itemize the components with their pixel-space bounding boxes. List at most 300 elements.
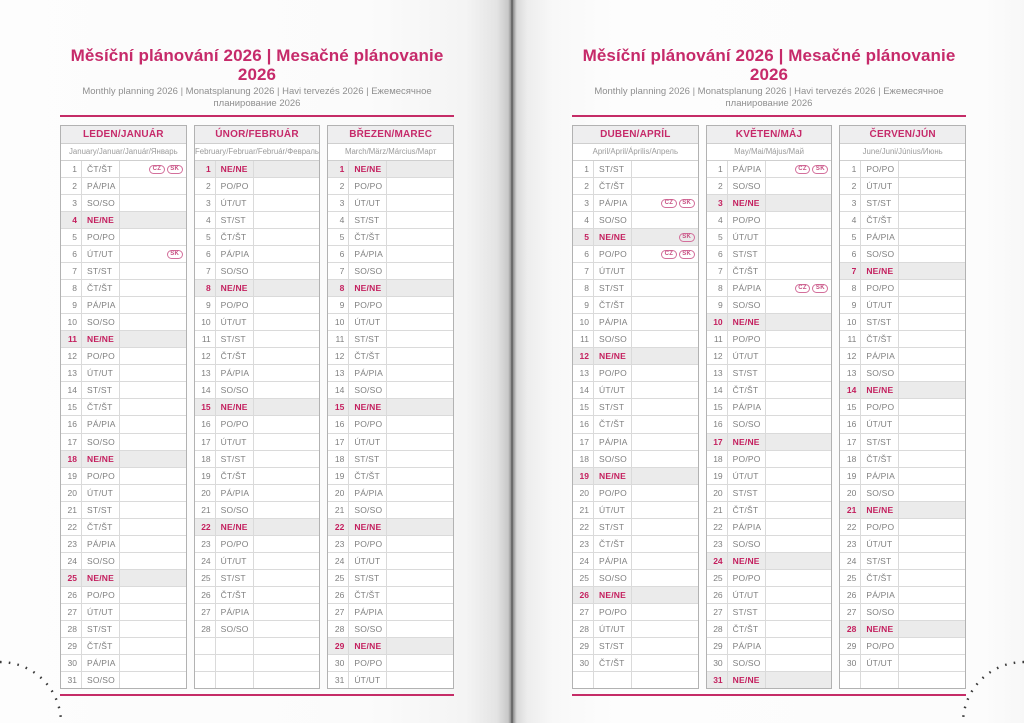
footer-rule [572,694,966,696]
day-row [840,536,965,553]
day-number: 4 [707,212,728,228]
month-table [194,125,321,689]
month-header: ČERVEN/JÚN [840,126,965,144]
month-subheader: May/Mai/Május/Май [707,144,832,161]
day-abbreviation: ČT/ŠT [728,502,766,518]
day-number: 16 [840,416,861,432]
day-abbreviation: PO/PO [216,178,254,194]
day-number: 19 [707,468,728,484]
day-abbreviation: PÁ/PIA [594,553,632,569]
day-note-cell [387,485,453,501]
day-note-cell [632,263,698,279]
day-row [61,502,186,519]
day-number: 29 [707,638,728,654]
day-row [707,348,832,365]
day-row [840,468,965,485]
day-note-cell [766,348,832,364]
day-note-cell [899,570,965,586]
day-number: 12 [61,348,82,364]
day-row [61,246,186,263]
day-abbreviation: ST/ST [861,434,899,450]
day-row [573,297,698,314]
day-note-cell [766,553,832,569]
day-number: 28 [840,621,861,637]
day-number: 26 [328,587,349,603]
day-note-cell [766,382,832,398]
day-number: 4 [840,212,861,228]
day-row [328,468,453,485]
page-right [512,0,1024,723]
day-abbreviation: ČT/ŠT [594,536,632,552]
day-note-cell [766,570,832,586]
day-number: 11 [840,331,861,347]
month-rows [573,161,698,688]
day-abbreviation: ST/ST [861,195,899,211]
day-number: 6 [573,246,594,262]
holiday-badge-cz: CZ [661,250,677,259]
day-note-cell [254,502,320,518]
day-abbreviation: ÚT/UT [349,195,387,211]
day-number: 1 [840,161,861,177]
day-number: 8 [840,280,861,296]
day-number: 15 [328,399,349,415]
day-abbreviation: ČT/ŠT [728,621,766,637]
day-abbreviation: PÁ/PIA [594,195,632,211]
day-number: 1 [195,161,216,177]
day-row [328,536,453,553]
day-number: 16 [61,416,82,432]
day-abbreviation: PÁ/PIA [861,348,899,364]
day-note-cell [899,161,965,177]
corner-perforation-left [0,653,70,723]
day-note-cell [766,229,832,245]
day-number: 9 [61,297,82,313]
day-number: 18 [707,451,728,467]
day-number: 27 [61,604,82,620]
day-note-cell [632,553,698,569]
day-note-cell [120,672,186,688]
day-row [61,399,186,416]
day-number: 2 [61,178,82,194]
day-number: 6 [840,246,861,262]
day-note-cell [120,468,186,484]
day-abbreviation: PÁ/PIA [728,519,766,535]
day-row [195,502,320,519]
day-note-cell [632,451,698,467]
day-row [840,382,965,399]
day-number: 1 [573,161,594,177]
day-note-cell [632,212,698,228]
day-note-cell [254,178,320,194]
day-note-cell [254,161,320,177]
day-number: 5 [61,229,82,245]
title-rule [60,115,454,117]
day-row [195,195,320,212]
day-note-cell [766,365,832,381]
day-abbreviation: ÚT/UT [216,195,254,211]
day-note-cell [899,553,965,569]
book-spine [508,0,516,723]
holiday-badge-sk: SK [812,165,828,174]
day-abbreviation: ST/ST [82,621,120,637]
day-abbreviation: ST/ST [861,314,899,330]
day-note-cell [632,536,698,552]
month-header: BŘEZEN/MAREC [328,126,453,144]
day-abbreviation: PÁ/PIA [349,365,387,381]
day-number: 17 [328,434,349,450]
day-row [195,297,320,314]
day-row [195,178,320,195]
day-row [707,297,832,314]
day-number: 16 [328,416,349,432]
day-abbreviation: SO/SO [861,365,899,381]
day-abbreviation: PÁ/PIA [594,314,632,330]
day-row [707,382,832,399]
day-row [61,195,186,212]
day-abbreviation: SO/SO [216,263,254,279]
day-number: 13 [707,365,728,381]
day-number: 8 [707,280,728,296]
day-row [840,212,965,229]
day-abbreviation: NE/NE [728,553,766,569]
day-row [195,161,320,178]
day-abbreviation: ÚT/UT [594,263,632,279]
day-number: 21 [573,502,594,518]
holiday-badge-cz: CZ [661,199,677,208]
day-row [328,416,453,433]
day-note-cell [899,280,965,296]
day-note-cell [632,502,698,518]
day-row [195,655,320,672]
day-abbreviation: ČT/ŠT [594,416,632,432]
day-row [61,263,186,280]
day-row [840,604,965,621]
day-note-cell [632,229,698,245]
day-note-cell [254,212,320,228]
day-abbreviation: PO/PO [82,587,120,603]
day-number: 14 [61,382,82,398]
day-note-cell [632,519,698,535]
corner-perforation-right [954,653,1024,723]
day-note-cell [766,399,832,415]
day-abbreviation: ST/ST [594,519,632,535]
day-row [328,212,453,229]
day-abbreviation: PO/PO [82,229,120,245]
day-row [61,161,186,178]
day-row [573,587,698,604]
day-note-cell [254,246,320,262]
day-number: 13 [195,365,216,381]
day-number: 27 [328,604,349,620]
day-abbreviation: ČT/ŠT [349,587,387,603]
day-number: 18 [195,451,216,467]
day-number: 9 [840,297,861,313]
day-note-cell [632,485,698,501]
day-row [61,382,186,399]
holiday-badge-cz: CZ [795,284,811,293]
day-abbreviation: SO/SO [82,195,120,211]
day-row [328,229,453,246]
day-row [840,263,965,280]
day-abbreviation: ÚT/UT [594,502,632,518]
day-row [328,399,453,416]
day-note-cell [387,570,453,586]
day-abbreviation: ČT/ŠT [728,263,766,279]
day-row [195,382,320,399]
day-number: 24 [840,553,861,569]
day-number: 8 [61,280,82,296]
day-row [840,280,965,297]
day-abbreviation: PO/PO [349,178,387,194]
day-row [195,212,320,229]
day-row [573,485,698,502]
day-note-cell [766,280,832,296]
day-note-cell [766,468,832,484]
day-row [328,161,453,178]
day-note-cell [766,195,832,211]
day-abbreviation: PO/PO [216,536,254,552]
day-note-cell [766,621,832,637]
day-abbreviation: NE/NE [82,331,120,347]
day-abbreviation: ST/ST [594,638,632,654]
day-abbreviation: NE/NE [728,434,766,450]
day-number: 11 [195,331,216,347]
day-note-cell [899,263,965,279]
day-abbreviation: ST/ST [728,604,766,620]
day-note-cell [387,399,453,415]
day-number: 7 [840,263,861,279]
day-row [840,348,965,365]
day-row [328,365,453,382]
day-abbreviation: ST/ST [861,553,899,569]
month-rows [328,161,453,688]
day-row [840,553,965,570]
day-row [707,416,832,433]
day-note-cell [120,536,186,552]
day-note-cell [899,246,965,262]
day-number: 20 [195,485,216,501]
day-note-cell [387,178,453,194]
day-abbreviation: ČT/ŠT [594,297,632,313]
day-row [573,399,698,416]
day-note-cell [632,161,698,177]
day-row [840,485,965,502]
day-row [61,434,186,451]
day-abbreviation: ST/ST [82,382,120,398]
day-number: 11 [61,331,82,347]
day-note-cell [387,314,453,330]
day-number: 1 [328,161,349,177]
day-row [573,280,698,297]
day-row [61,655,186,672]
day-number: 4 [61,212,82,228]
day-row [707,604,832,621]
day-note-cell [254,297,320,313]
day-note-cell [254,314,320,330]
day-note-cell [632,638,698,654]
day-note-cell [766,212,832,228]
day-number: 28 [707,621,728,637]
day-row [328,382,453,399]
day-number: 23 [573,536,594,552]
day-note-cell [254,229,320,245]
day-number: 27 [707,604,728,620]
day-abbreviation: ÚT/UT [82,365,120,381]
day-number: 27 [195,604,216,620]
day-number: 15 [573,399,594,415]
day-row [707,485,832,502]
day-row [840,416,965,433]
day-abbreviation: PÁ/PIA [349,246,387,262]
day-abbreviation: ÚT/UT [216,434,254,450]
day-row [573,263,698,280]
day-abbreviation: PO/PO [216,416,254,432]
day-number: 28 [61,621,82,637]
day-number: 6 [195,246,216,262]
month-table [327,125,454,689]
day-number: 19 [573,468,594,484]
day-number: 9 [573,297,594,313]
day-number: 7 [328,263,349,279]
day-abbreviation: ČT/ŠT [82,161,120,177]
day-abbreviation: PÁ/PIA [216,365,254,381]
day-number: 28 [328,621,349,637]
day-note-cell [254,399,320,415]
day-abbreviation: PO/PO [861,280,899,296]
day-abbreviation: NE/NE [216,161,254,177]
day-number: 30 [573,655,594,671]
day-number: 25 [195,570,216,586]
day-note-cell [766,536,832,552]
day-row [707,331,832,348]
day-abbreviation: SO/SO [349,621,387,637]
page-subtitle: Monthly planning 2026 | Monatsplanung 2026 | Havi tervezés 2026 | Ежемесячное планирование 2026 [594,86,944,109]
day-abbreviation: ÚT/UT [216,314,254,330]
day-note-cell [632,587,698,603]
day-number: 12 [195,348,216,364]
day-row [707,161,832,178]
day-abbreviation: PÁ/PIA [728,280,766,296]
day-number: 18 [328,451,349,467]
day-abbreviation: ÚT/UT [82,485,120,501]
day-note-cell [120,246,186,262]
day-number: 12 [573,348,594,364]
day-number: 5 [707,229,728,245]
day-abbreviation: ČT/ŠT [82,638,120,654]
day-abbreviation: ÚT/UT [349,553,387,569]
month-table [839,125,966,689]
day-row [573,348,698,365]
day-note-cell [899,348,965,364]
day-abbreviation: PO/PO [861,638,899,654]
day-number: 9 [195,297,216,313]
day-abbreviation: PO/PO [594,365,632,381]
day-row [573,655,698,672]
day-number: 29 [61,638,82,654]
day-abbreviation: ST/ST [216,570,254,586]
day-number: 24 [61,553,82,569]
day-note-cell [254,263,320,279]
day-note-cell [387,553,453,569]
day-number: 6 [61,246,82,262]
day-number [840,672,861,688]
day-abbreviation: PÁ/PIA [216,246,254,262]
day-abbreviation: PÁ/PIA [349,485,387,501]
day-number: 28 [573,621,594,637]
day-abbreviation: ÚT/UT [349,434,387,450]
day-abbreviation [594,672,632,688]
day-note-cell [254,416,320,432]
day-note-cell [899,519,965,535]
day-row [707,621,832,638]
day-note-cell [120,399,186,415]
day-note-cell [387,672,453,688]
day-abbreviation: NE/NE [728,195,766,211]
day-row [840,314,965,331]
day-number: 28 [195,621,216,637]
day-row [707,672,832,688]
day-row [61,348,186,365]
day-row [707,434,832,451]
day-row [573,416,698,433]
day-abbreviation: ČT/ŠT [349,468,387,484]
day-number: 2 [328,178,349,194]
day-note-cell [387,212,453,228]
day-note-cell [766,485,832,501]
day-row [61,570,186,587]
day-row [840,399,965,416]
day-number: 18 [840,451,861,467]
day-note-cell [120,195,186,211]
day-row [61,519,186,536]
day-number: 21 [840,502,861,518]
day-abbreviation: ST/ST [594,161,632,177]
day-note-cell [899,331,965,347]
day-number: 11 [573,331,594,347]
day-note-cell [387,468,453,484]
day-row [573,621,698,638]
day-number: 20 [328,485,349,501]
day-number [195,672,216,688]
day-row [573,314,698,331]
day-number: 3 [840,195,861,211]
day-number: 21 [195,502,216,518]
day-abbreviation: NE/NE [349,399,387,415]
day-number: 1 [707,161,728,177]
day-abbreviation: ÚT/UT [594,382,632,398]
day-note-cell [254,280,320,296]
day-abbreviation: PÁ/PIA [861,468,899,484]
day-number: 10 [573,314,594,330]
day-note-cell [120,297,186,313]
day-number: 24 [573,553,594,569]
day-row [573,365,698,382]
day-note-cell [899,451,965,467]
months-row [60,125,454,689]
day-row [573,604,698,621]
day-note-cell [254,485,320,501]
day-abbreviation: SO/SO [594,570,632,586]
day-number: 17 [573,434,594,450]
day-note-cell [899,621,965,637]
day-number: 10 [328,314,349,330]
day-note-cell [899,536,965,552]
day-abbreviation: ÚT/UT [728,229,766,245]
day-row [840,246,965,263]
day-note-cell [120,229,186,245]
day-row [328,604,453,621]
day-number: 17 [840,434,861,450]
